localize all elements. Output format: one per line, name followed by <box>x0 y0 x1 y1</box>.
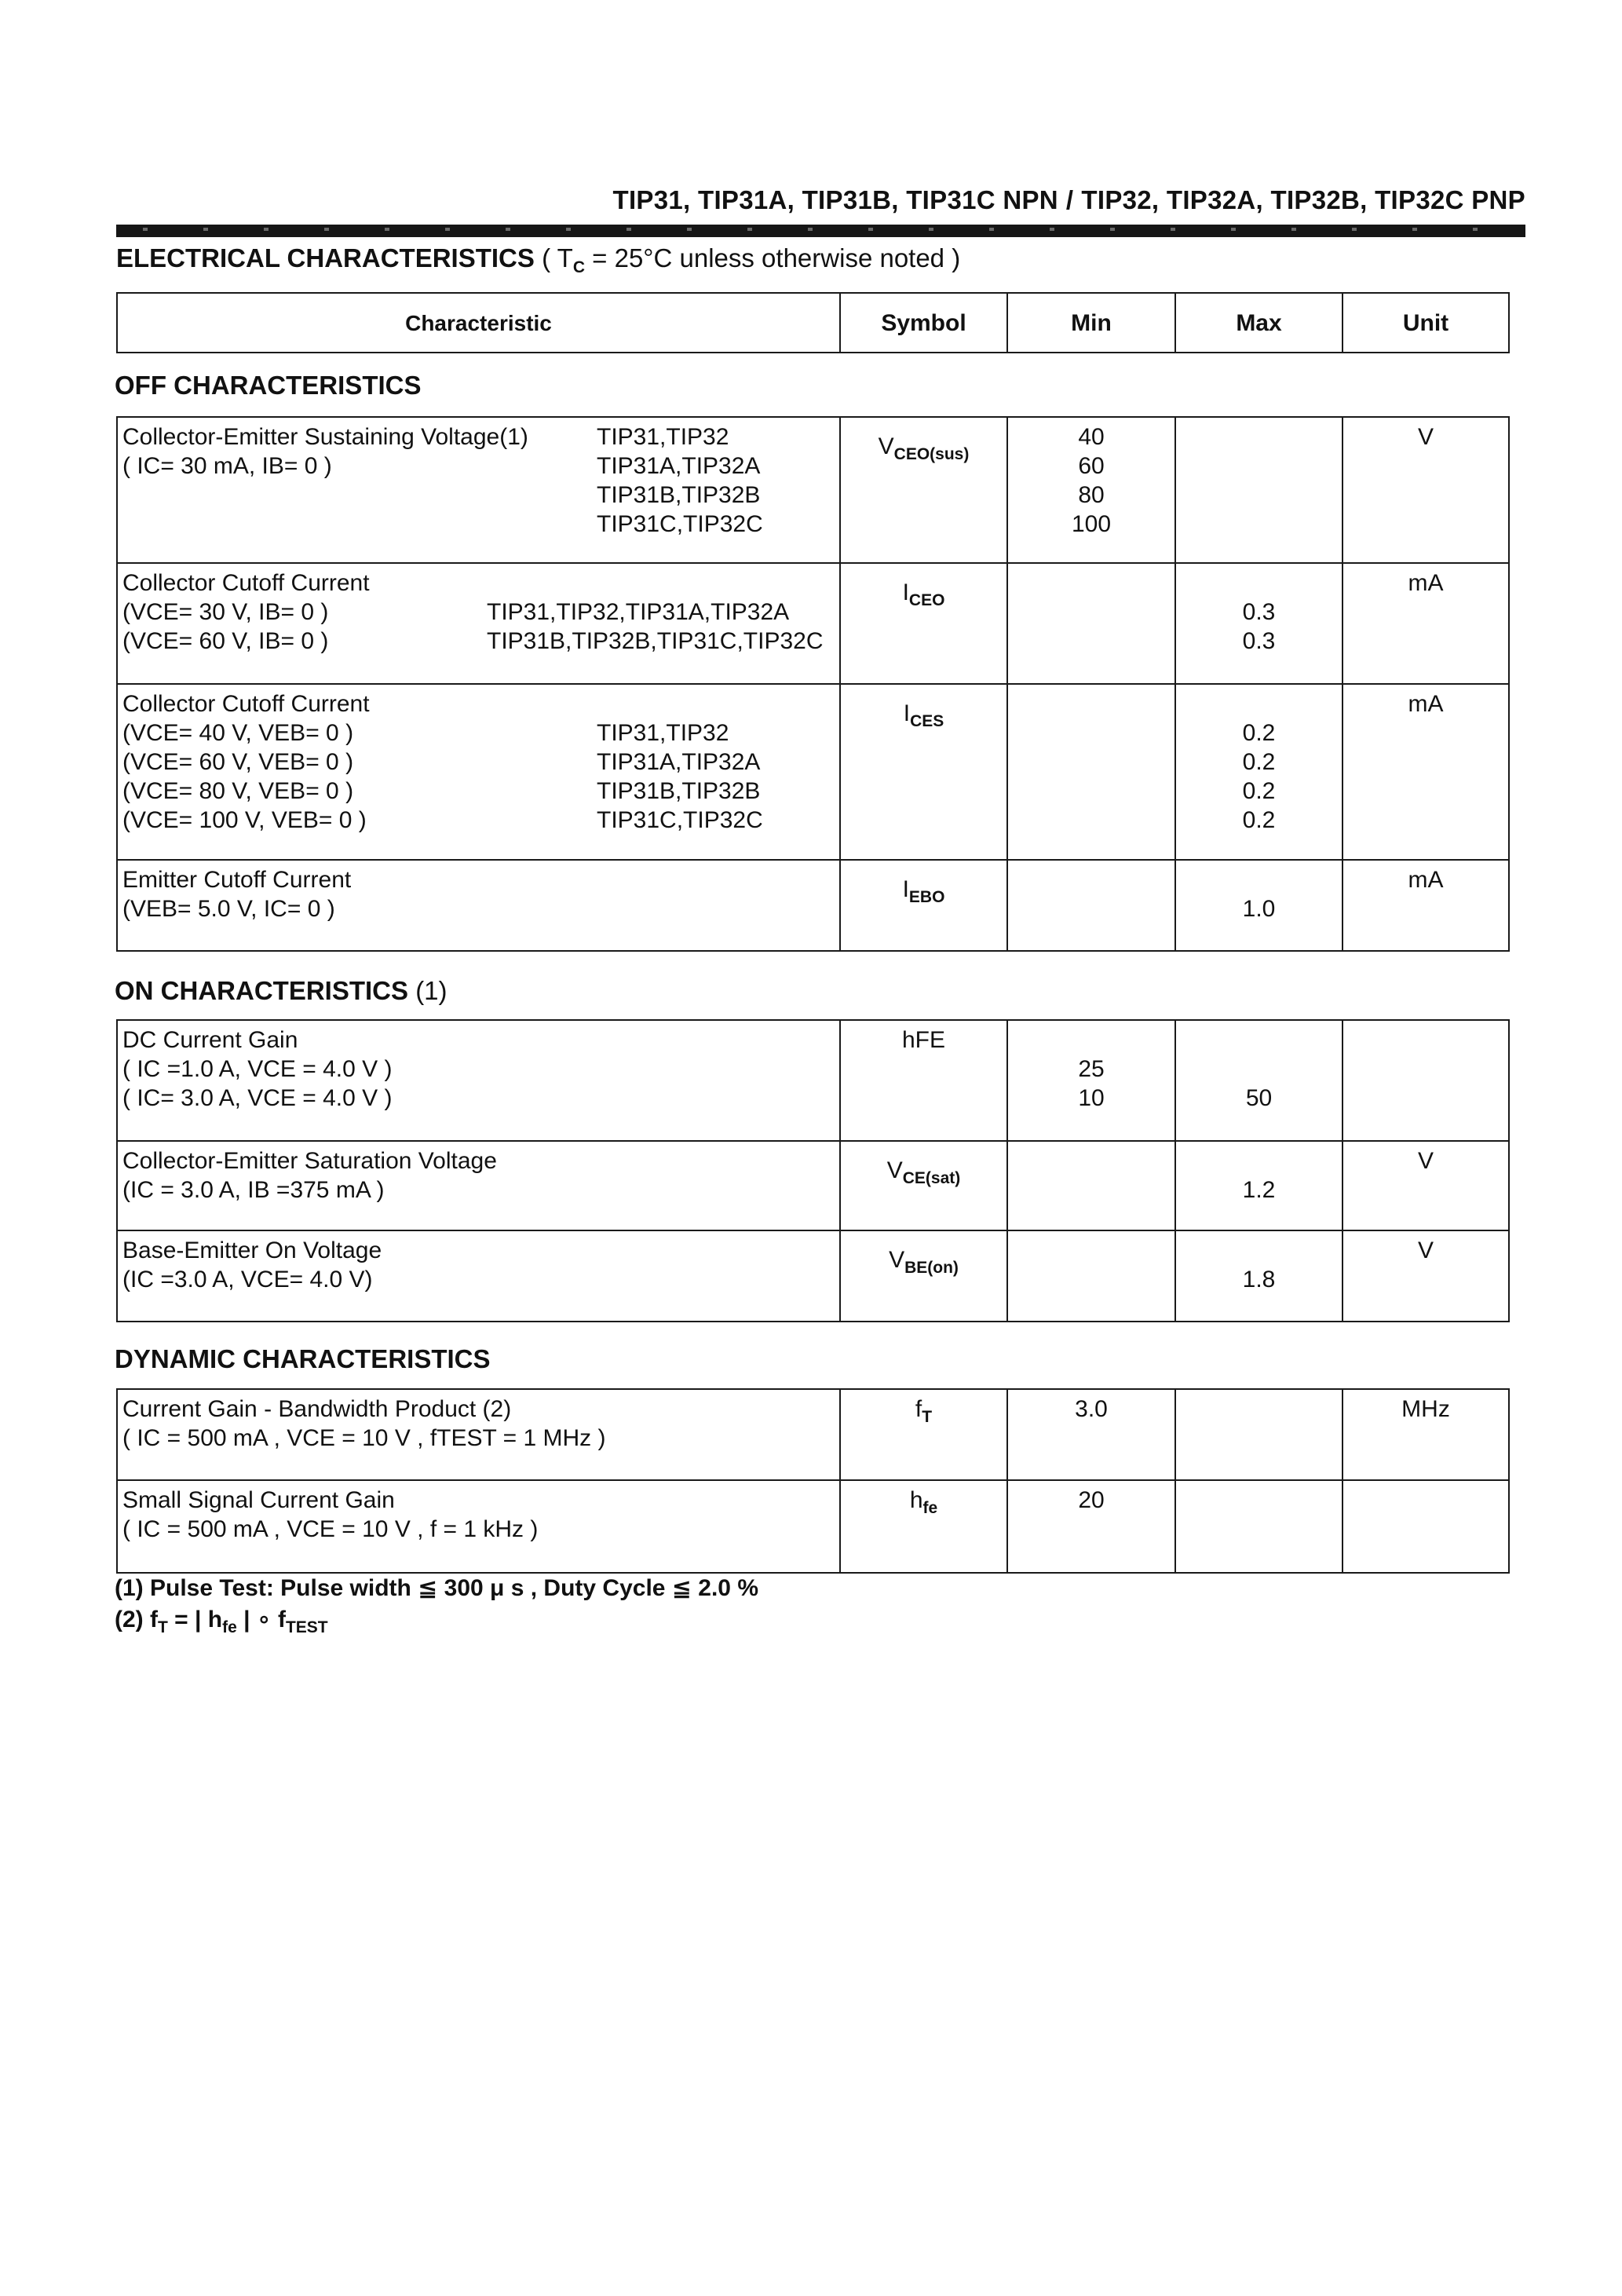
min-value: 40 <box>1078 424 1105 450</box>
vcesat-condition: (IC = 3.0 A, IB =375 mA ) <box>122 1177 385 1203</box>
part-label: TIP31B,TIP32B <box>597 778 761 804</box>
vcesat-unit: V <box>1343 1141 1509 1230</box>
ft-name: Current Gain - Bandwidth Product (2) <box>122 1396 512 1422</box>
dynamic-characteristics-table <box>116 1388 1510 1574</box>
vbeon-name: Base-Emitter On Voltage <box>122 1238 382 1263</box>
section-off: OFF CHARACTERISTICS <box>115 371 422 400</box>
part-label: TIP31B,TIP32B,TIP31C,TIP32C <box>487 628 824 654</box>
vceo-unit: V <box>1343 417 1509 563</box>
ices-condition: (VCE= 80 V, VEB= 0 ) <box>122 778 354 804</box>
ft-max <box>1175 1389 1343 1480</box>
title-cond-open: ( T <box>542 243 573 272</box>
off-characteristics-table <box>116 416 1510 952</box>
hfe-small-max <box>1175 1480 1343 1573</box>
vceo-max <box>1175 417 1343 563</box>
iceo-min <box>1007 563 1175 684</box>
hfe-condition: ( IC= 3.0 A, VCE = 4.0 V ) <box>122 1085 393 1111</box>
part-label: TIP31,TIP32 <box>597 424 729 450</box>
iceo-condition: (VCE= 30 V, IB= 0 ) <box>122 599 329 625</box>
ices-condition: (VCE= 60 V, VEB= 0 ) <box>122 749 354 775</box>
title-cond-rest: = 25°C unless otherwise noted ) <box>592 243 961 272</box>
iebo-name: Emitter Cutoff Current <box>122 867 352 893</box>
iceo-parts <box>487 598 824 656</box>
iceo-max <box>1175 563 1343 684</box>
col-characteristic: Characteristic <box>117 293 840 353</box>
hfe-small-min: 20 <box>1007 1480 1175 1573</box>
max-value: 1.0 <box>1242 896 1276 922</box>
section-on-label: ON CHARACTERISTICS <box>115 976 409 1005</box>
column-header-table <box>116 292 1510 353</box>
hfe-small-name: Small Signal Current Gain <box>122 1487 395 1513</box>
min-value: 60 <box>1078 453 1105 479</box>
iebo-min <box>1007 860 1175 951</box>
hfe-small-condition: ( IC = 500 mA , VCE = 10 V , f = 1 kHz ) <box>122 1516 539 1542</box>
hfe-small-characteristic <box>117 1480 840 1573</box>
symbol-sub: T <box>922 1408 933 1426</box>
vcesat-name: Collector-Emitter Saturation Voltage <box>122 1148 497 1174</box>
footnote-1: (1) Pulse Test: Pulse width ≦ 300 μ s , Duty Cycle ≦ 2.0 % <box>115 1575 758 1601</box>
table-row <box>117 1230 1509 1322</box>
part-label: TIP31C,TIP32C <box>597 807 763 833</box>
max-value: 1.8 <box>1242 1267 1276 1292</box>
col-symbol: Symbol <box>840 293 1007 353</box>
header-rule-texture <box>116 228 1525 231</box>
part-label: TIP31A,TIP32A <box>597 453 761 479</box>
ices-symbol <box>840 684 1007 860</box>
ices-name: Collector Cutoff Current <box>122 691 370 717</box>
hfe-unit <box>1343 1020 1509 1141</box>
iceo-condition: (VCE= 60 V, IB= 0 ) <box>122 628 329 654</box>
iceo-unit: mA <box>1343 563 1509 684</box>
col-max: Max <box>1175 293 1343 353</box>
min-value: 100 <box>1071 511 1112 537</box>
ft-condition: ( IC = 500 mA , VCE = 10 V , fTEST = 1 MHz ) <box>122 1425 606 1451</box>
on-characteristics-table <box>116 1019 1510 1322</box>
col-unit: Unit <box>1343 293 1509 353</box>
vbeon-symbol <box>840 1230 1007 1322</box>
iceo-characteristic <box>117 563 840 684</box>
vceo-name: Collector-Emitter Sustaining Voltage(1) <box>122 424 528 450</box>
symbol-base: V <box>889 1247 905 1273</box>
min-value: 80 <box>1078 482 1105 508</box>
max-value: 1.2 <box>1242 1177 1276 1203</box>
ices-condition: (VCE= 100 V, VEB= 0 ) <box>122 807 367 833</box>
symbol-base: I <box>902 579 909 605</box>
table-row <box>117 1480 1509 1573</box>
vbeon-condition: (IC =3.0 A, VCE= 4.0 V) <box>122 1267 373 1292</box>
symbol-sub: CEO <box>908 591 945 609</box>
symbol-base: f <box>915 1396 922 1422</box>
vbeon-min <box>1007 1230 1175 1322</box>
ices-min <box>1007 684 1175 860</box>
part-label: TIP31,TIP32,TIP31A,TIP32A <box>487 599 790 625</box>
ices-unit: mA <box>1343 684 1509 860</box>
hfe-max <box>1175 1020 1343 1141</box>
table-row <box>117 563 1509 684</box>
footnote-2-sub: fe <box>222 1618 237 1636</box>
part-label: TIP31B,TIP32B <box>597 482 761 508</box>
vceo-condition: ( IC= 30 mA, IB= 0 ) <box>122 453 332 479</box>
header-rule <box>116 225 1525 237</box>
symbol-sub: EBO <box>908 888 945 906</box>
symbol-base: V <box>886 1157 903 1183</box>
vbeon-max <box>1175 1230 1343 1322</box>
part-label: TIP31,TIP32 <box>597 720 729 746</box>
ices-condition: (VCE= 40 V, VEB= 0 ) <box>122 720 354 746</box>
ices-characteristic <box>117 684 840 860</box>
ft-symbol <box>840 1389 1007 1480</box>
iceo-name: Collector Cutoff Current <box>122 570 370 596</box>
hfe-name: DC Current Gain <box>122 1027 298 1053</box>
part-label: TIP31A,TIP32A <box>597 749 761 775</box>
vceo-symbol <box>840 417 1007 563</box>
vcesat-min <box>1007 1141 1175 1230</box>
iceo-symbol <box>840 563 1007 684</box>
vcesat-symbol <box>840 1141 1007 1230</box>
max-value: 0.2 <box>1242 749 1276 775</box>
hfe-symbol: hFE <box>840 1020 1007 1141</box>
symbol-sub: BE(on) <box>904 1259 959 1277</box>
iebo-max <box>1175 860 1343 951</box>
footnote-2-part: (2) f <box>115 1607 158 1632</box>
iebo-characteristic <box>117 860 840 951</box>
ft-characteristic <box>117 1389 840 1480</box>
footnote-2-sub: T <box>158 1618 168 1636</box>
table-row <box>117 417 1509 563</box>
max-value: 50 <box>1245 1085 1273 1111</box>
min-value: 25 <box>1078 1056 1105 1082</box>
symbol-sub: CE(sat) <box>902 1169 961 1187</box>
section-dynamic: DYNAMIC CHARACTERISTICS <box>115 1344 491 1373</box>
max-value: 0.3 <box>1242 599 1276 625</box>
vcesat-characteristic <box>117 1141 840 1230</box>
title-cond-sub: C <box>572 258 585 276</box>
vcesat-max <box>1175 1141 1343 1230</box>
max-value: 0.2 <box>1242 720 1276 746</box>
footnotes <box>115 1573 758 1636</box>
pnp-parts: TIP32, TIP32A, TIP32B, TIP32C PNP <box>1081 185 1525 214</box>
footnote-2-part: | ∘ f <box>236 1607 286 1632</box>
table-row <box>117 684 1509 860</box>
table-row <box>117 1020 1509 1141</box>
ft-unit: MHz <box>1343 1389 1509 1480</box>
footnote-2-part: = | h <box>167 1607 223 1632</box>
vceo-characteristic <box>117 417 840 563</box>
npn-parts: TIP31, TIP31A, TIP31B, TIP31C NPN <box>612 185 1058 214</box>
symbol-sub: fe <box>922 1499 938 1517</box>
vceo-min <box>1007 417 1175 563</box>
ices-max <box>1175 684 1343 860</box>
hfe-characteristic <box>117 1020 840 1141</box>
part-number-header <box>94 185 1525 215</box>
iebo-unit: mA <box>1343 860 1509 951</box>
section-on <box>115 976 448 1006</box>
hfe-small-symbol <box>840 1480 1007 1573</box>
page-title <box>116 243 961 276</box>
title-main: ELECTRICAL CHARACTERISTICS <box>116 243 535 272</box>
max-value: 0.2 <box>1242 807 1276 833</box>
table-row <box>117 1389 1509 1480</box>
max-value: 0.3 <box>1242 628 1276 654</box>
iebo-symbol <box>840 860 1007 951</box>
vceo-parts <box>597 422 763 539</box>
hfe-min <box>1007 1020 1175 1141</box>
min-value: 10 <box>1078 1085 1105 1111</box>
max-value: 0.2 <box>1242 778 1276 804</box>
symbol-base: I <box>903 700 911 726</box>
hfe-small-unit <box>1343 1480 1509 1573</box>
iebo-condition: (VEB= 5.0 V, IC= 0 ) <box>122 896 335 922</box>
table-row <box>117 1141 1509 1230</box>
symbol-sub: CEO(sus) <box>893 445 970 463</box>
vbeon-unit: V <box>1343 1230 1509 1322</box>
symbol-base: h <box>909 1487 923 1513</box>
section-on-note: (1) <box>415 976 448 1005</box>
symbol-base: I <box>902 876 909 902</box>
table-row <box>117 860 1509 951</box>
ft-min: 3.0 <box>1007 1389 1175 1480</box>
symbol-base: V <box>878 433 894 459</box>
footnote-2 <box>115 1604 758 1636</box>
vbeon-characteristic <box>117 1230 840 1322</box>
footnote-2-sub: TEST <box>285 1618 328 1636</box>
header-separator: / <box>1065 185 1074 214</box>
part-label: TIP31C,TIP32C <box>597 511 763 537</box>
symbol-sub: CES <box>910 712 944 730</box>
col-min: Min <box>1007 293 1175 353</box>
hfe-condition: ( IC =1.0 A, VCE = 4.0 V ) <box>122 1056 393 1082</box>
ices-parts <box>597 718 763 835</box>
